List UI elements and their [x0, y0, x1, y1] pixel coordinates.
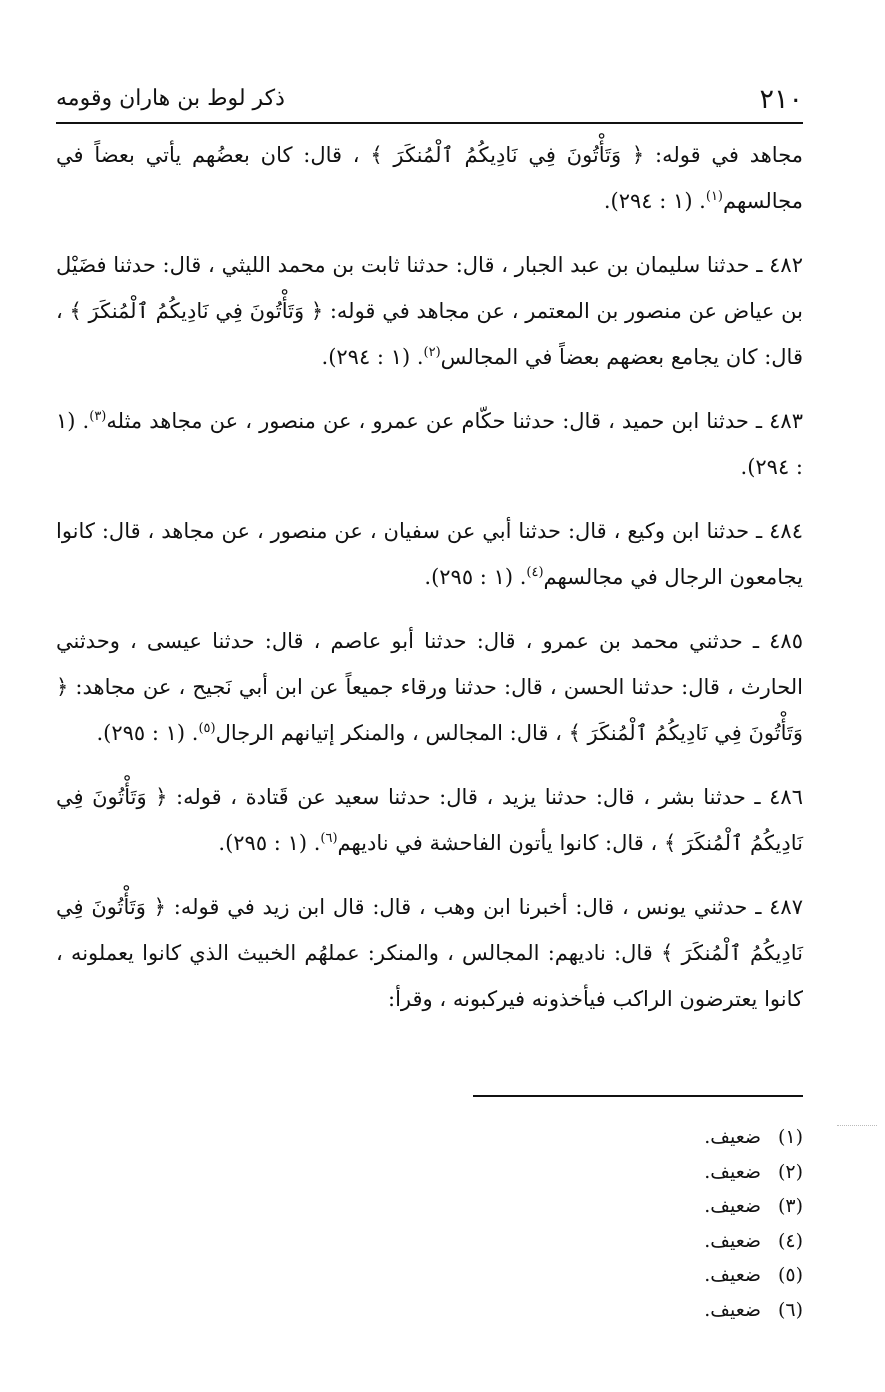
footnote — [473, 1224, 803, 1259]
citation: . (١ : ٢٩٥). — [424, 565, 527, 589]
footnote — [473, 1293, 803, 1328]
citation: . (١ : ٢٩٤). — [603, 189, 706, 213]
footnote-ref: (٥) — [198, 721, 216, 736]
paragraph — [56, 398, 803, 490]
footnote-divider — [473, 1095, 803, 1097]
page-header — [56, 82, 803, 124]
paragraph-text: ٤٨٧ ـ حدثني يونس ، قال: أخبرنا ابن وهب ، قال: قال ابن زيد في قوله: ﴿ وَتَأْتُونَ فِي نَادِيكُمُ ٱلْمُنكَرَ ﴾ قال: ناديهم: المجالس ، والمنكر: عملهُم الخبيث الذي كانوا يعملونه ، كانوا يعترضون الراكب فيأخذونه فيركبونه ، وقرأ: — [56, 895, 803, 1011]
footnote-ref: (٢) — [423, 345, 441, 360]
footnote-number: (٦) — [777, 1298, 803, 1321]
paragraph — [56, 242, 803, 380]
paragraph — [56, 884, 803, 1022]
main-text — [56, 132, 803, 1040]
footnote-text: ضعيف. — [704, 1160, 761, 1183]
paragraph-text: ٤٨٦ ـ حدثنا بشر ، قال: حدثنا يزيد ، قال: حدثنا سعيد عن قَتادة ، قوله: ﴿ وَتَأْتُونَ فِي نَادِيكُمُ ٱلْمُنكَرَ ﴾ ، قال: كانوا يأتون الفاحشة في ناديهم — [56, 785, 803, 855]
footnote-number: (١) — [777, 1126, 803, 1148]
footnote-ref: (١) — [705, 189, 723, 204]
footnote-number: (٤) — [777, 1229, 803, 1252]
paragraph-text: ٤٨٥ ـ حدثني محمد بن عمرو ، قال: حدثنا أبو عاصم ، قال: حدثنا عيسى ، وحدثني الحارث ، قال: حدثنا الحسن ، قال: حدثنا ورقاء جميعاً عن ابن أبي نَجيح ، عن مجاهد: ﴿ وَتَأْتُونَ فِي نَادِيكُمُ ٱلْمُنكَرَ ﴾ ، قال: المجالس ، والمنكر إتيانهم الرجال — [56, 629, 803, 745]
citation: . (١ : ٢٩٥). — [96, 721, 199, 745]
citation: . (١ : ٢٩٤). — [321, 345, 424, 369]
footnote-number: (٣) — [777, 1195, 803, 1217]
footnote-text: ضعيف. — [704, 1264, 761, 1286]
footnote-number: (٢) — [777, 1160, 803, 1183]
footnote-text: ضعيف. — [704, 1126, 761, 1148]
paragraph-text: ٤٨٢ ـ حدثنا سليمان بن عبد الجبار ، قال: حدثنا ثابت بن محمد الليثي ، قال: حدثنا فضَيْل بن عياض عن منصور بن المعتمر ، عن مجاهد في قوله: ﴿ وَتَأْتُونَ فِي نَادِيكُمُ ٱلْمُنكَرَ ﴾ ، قال: كان يجامع بعضهم بعضاً في المجالس — [56, 253, 803, 369]
footnote-text: ضعيف. — [704, 1229, 761, 1252]
footnote-ref: (٣) — [89, 409, 107, 424]
margin-mark — [837, 1125, 877, 1126]
footnote — [473, 1155, 803, 1190]
citation: . (١ : ٢٩٤). — [56, 409, 803, 479]
paragraph-text: مجاهد في قوله: ﴿ وَتَأْتُونَ فِي نَادِيكُمُ ٱلْمُنكَرَ ﴾ ، قال: كان بعضُهم يأتي بعضاً في مجالسهم — [56, 143, 803, 213]
footnote-number: (٥) — [777, 1264, 803, 1286]
paragraph — [56, 618, 803, 756]
footnotes — [473, 1120, 803, 1327]
footnote-ref: (٤) — [526, 565, 544, 580]
footnote — [473, 1120, 803, 1155]
page-number: ٢١٠ — [759, 84, 803, 115]
footnote-ref: (٦) — [320, 831, 338, 846]
citation: . (١ : ٢٩٥). — [218, 831, 321, 855]
paragraph — [56, 132, 803, 224]
footnote — [473, 1189, 803, 1224]
paragraph-text: ٤٨٤ ـ حدثنا ابن وكيع ، قال: حدثنا أبي عن سفيان ، عن منصور ، عن مجاهد ، قال: كانوا يجامعون الرجال في مجالسهم — [56, 519, 803, 589]
paragraph — [56, 508, 803, 600]
footnote — [473, 1258, 803, 1293]
paragraph — [56, 774, 803, 866]
footnote-text: ضعيف. — [704, 1195, 761, 1217]
footnote-text: ضعيف. — [704, 1298, 761, 1321]
paragraph-text: ٤٨٣ ـ حدثنا ابن حميد ، قال: حدثنا حكّام عن عمرو ، عن منصور ، عن مجاهد مثله — [106, 409, 803, 433]
chapter-title: ذكر لوط بن هاران وقومه — [56, 86, 285, 111]
